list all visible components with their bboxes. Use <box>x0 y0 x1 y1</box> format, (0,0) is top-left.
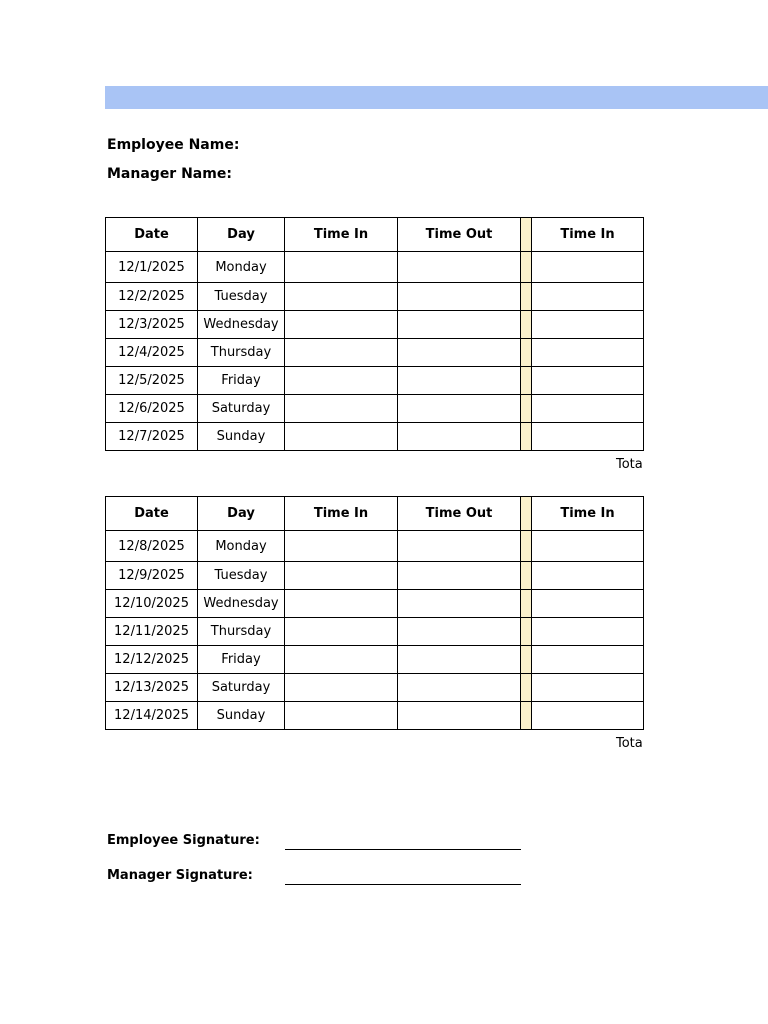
time-out-cell[interactable] <box>398 311 521 339</box>
title-banner <box>105 86 768 109</box>
table-row <box>106 702 644 730</box>
column-header-time-in: Time In <box>285 497 398 531</box>
time-out-cell[interactable] <box>398 252 521 283</box>
date-cell: 12/11/2025 <box>106 618 198 646</box>
column-header-time-in-2: Time In <box>532 218 644 252</box>
spacer-cell <box>521 283 532 311</box>
time-in-2-cell[interactable] <box>532 367 644 395</box>
time-out-cell[interactable] <box>398 339 521 367</box>
time-in-2-cell[interactable] <box>532 674 644 702</box>
spacer-cell <box>521 646 532 674</box>
time-out-cell[interactable] <box>398 367 521 395</box>
time-in-cell[interactable] <box>285 618 398 646</box>
time-out-cell[interactable] <box>398 531 521 562</box>
table-row <box>106 395 644 423</box>
table-row <box>106 646 644 674</box>
table-row <box>106 531 644 562</box>
spacer-cell <box>521 339 532 367</box>
column-header-day: Day <box>198 218 285 252</box>
time-in-cell[interactable] <box>285 252 398 283</box>
time-in-cell[interactable] <box>285 283 398 311</box>
column-header-time-in: Time In <box>285 218 398 252</box>
timesheet-table-week2 <box>105 496 644 730</box>
date-cell: 12/7/2025 <box>106 423 198 451</box>
day-cell: Tuesday <box>198 283 285 311</box>
spacer-cell <box>521 395 532 423</box>
spacer-cell <box>521 562 532 590</box>
date-cell: 12/14/2025 <box>106 702 198 730</box>
time-out-cell[interactable] <box>398 562 521 590</box>
time-in-2-cell[interactable] <box>532 562 644 590</box>
day-cell: Thursday <box>198 339 285 367</box>
time-in-2-cell[interactable] <box>532 339 644 367</box>
spacer-cell <box>521 674 532 702</box>
day-cell: Friday <box>198 367 285 395</box>
day-cell: Wednesday <box>198 311 285 339</box>
time-out-cell[interactable] <box>398 395 521 423</box>
table-row <box>106 618 644 646</box>
time-in-2-cell[interactable] <box>532 283 644 311</box>
day-cell: Friday <box>198 646 285 674</box>
table-row <box>106 283 644 311</box>
spacer-cell <box>521 252 532 283</box>
manager-name-label: Manager Name: <box>107 166 232 182</box>
time-out-cell[interactable] <box>398 423 521 451</box>
timesheet-table-week1 <box>105 217 644 451</box>
day-cell: Saturday <box>198 674 285 702</box>
date-cell: 12/8/2025 <box>106 531 198 562</box>
column-header-time-out: Time Out <box>398 218 521 252</box>
date-cell: 12/13/2025 <box>106 674 198 702</box>
date-cell: 12/12/2025 <box>106 646 198 674</box>
day-cell: Saturday <box>198 395 285 423</box>
column-header-time-out: Time Out <box>398 497 521 531</box>
day-cell: Monday <box>198 252 285 283</box>
time-in-cell[interactable] <box>285 590 398 618</box>
spacer-cell <box>521 531 532 562</box>
time-in-cell[interactable] <box>285 674 398 702</box>
time-out-cell[interactable] <box>398 702 521 730</box>
column-header-time-in-2: Time In <box>532 497 644 531</box>
column-header-date: Date <box>106 218 198 252</box>
time-in-2-cell[interactable] <box>532 423 644 451</box>
table-header-row <box>106 218 644 252</box>
time-out-cell[interactable] <box>398 283 521 311</box>
time-in-2-cell[interactable] <box>532 702 644 730</box>
spacer-cell <box>521 367 532 395</box>
time-in-2-cell[interactable] <box>532 395 644 423</box>
table-row <box>106 252 644 283</box>
table-row <box>106 367 644 395</box>
time-in-cell[interactable] <box>285 367 398 395</box>
time-in-cell[interactable] <box>285 562 398 590</box>
day-cell: Tuesday <box>198 562 285 590</box>
date-cell: 12/1/2025 <box>106 252 198 283</box>
table-header-row <box>106 497 644 531</box>
total-label-week2: Tota <box>616 736 643 751</box>
time-in-cell[interactable] <box>285 702 398 730</box>
time-in-2-cell[interactable] <box>532 590 644 618</box>
day-cell: Thursday <box>198 618 285 646</box>
time-in-2-cell[interactable] <box>532 531 644 562</box>
time-in-cell[interactable] <box>285 423 398 451</box>
time-out-cell[interactable] <box>398 590 521 618</box>
time-out-cell[interactable] <box>398 674 521 702</box>
table-row <box>106 311 644 339</box>
day-cell: Wednesday <box>198 590 285 618</box>
time-in-2-cell[interactable] <box>532 311 644 339</box>
date-cell: 12/5/2025 <box>106 367 198 395</box>
manager-signature-label: Manager Signature: <box>107 868 253 883</box>
day-cell: Monday <box>198 531 285 562</box>
time-out-cell[interactable] <box>398 646 521 674</box>
table-row <box>106 562 644 590</box>
date-cell: 12/4/2025 <box>106 339 198 367</box>
spacer-column <box>521 497 532 531</box>
total-label-week1: Tota <box>616 457 643 472</box>
date-cell: 12/2/2025 <box>106 283 198 311</box>
employee-signature-line[interactable] <box>285 849 521 850</box>
time-in-cell[interactable] <box>285 646 398 674</box>
time-in-cell[interactable] <box>285 531 398 562</box>
time-in-2-cell[interactable] <box>532 252 644 283</box>
date-cell: 12/3/2025 <box>106 311 198 339</box>
date-cell: 12/6/2025 <box>106 395 198 423</box>
time-in-cell[interactable] <box>285 395 398 423</box>
spacer-cell <box>521 590 532 618</box>
column-header-day: Day <box>198 497 285 531</box>
spacer-cell <box>521 423 532 451</box>
time-out-cell[interactable] <box>398 618 521 646</box>
employee-signature-label: Employee Signature: <box>107 833 260 848</box>
table-row <box>106 339 644 367</box>
table-row <box>106 590 644 618</box>
column-header-date: Date <box>106 497 198 531</box>
spacer-cell <box>521 702 532 730</box>
spacer-cell <box>521 311 532 339</box>
employee-name-label: Employee Name: <box>107 137 240 153</box>
time-in-2-cell[interactable] <box>532 646 644 674</box>
spacer-cell <box>521 618 532 646</box>
day-cell: Sunday <box>198 702 285 730</box>
time-in-2-cell[interactable] <box>532 618 644 646</box>
spacer-column <box>521 218 532 252</box>
time-in-cell[interactable] <box>285 339 398 367</box>
manager-signature-line[interactable] <box>285 884 521 885</box>
table-row <box>106 423 644 451</box>
time-in-cell[interactable] <box>285 311 398 339</box>
table-row <box>106 674 644 702</box>
day-cell: Sunday <box>198 423 285 451</box>
date-cell: 12/9/2025 <box>106 562 198 590</box>
date-cell: 12/10/2025 <box>106 590 198 618</box>
